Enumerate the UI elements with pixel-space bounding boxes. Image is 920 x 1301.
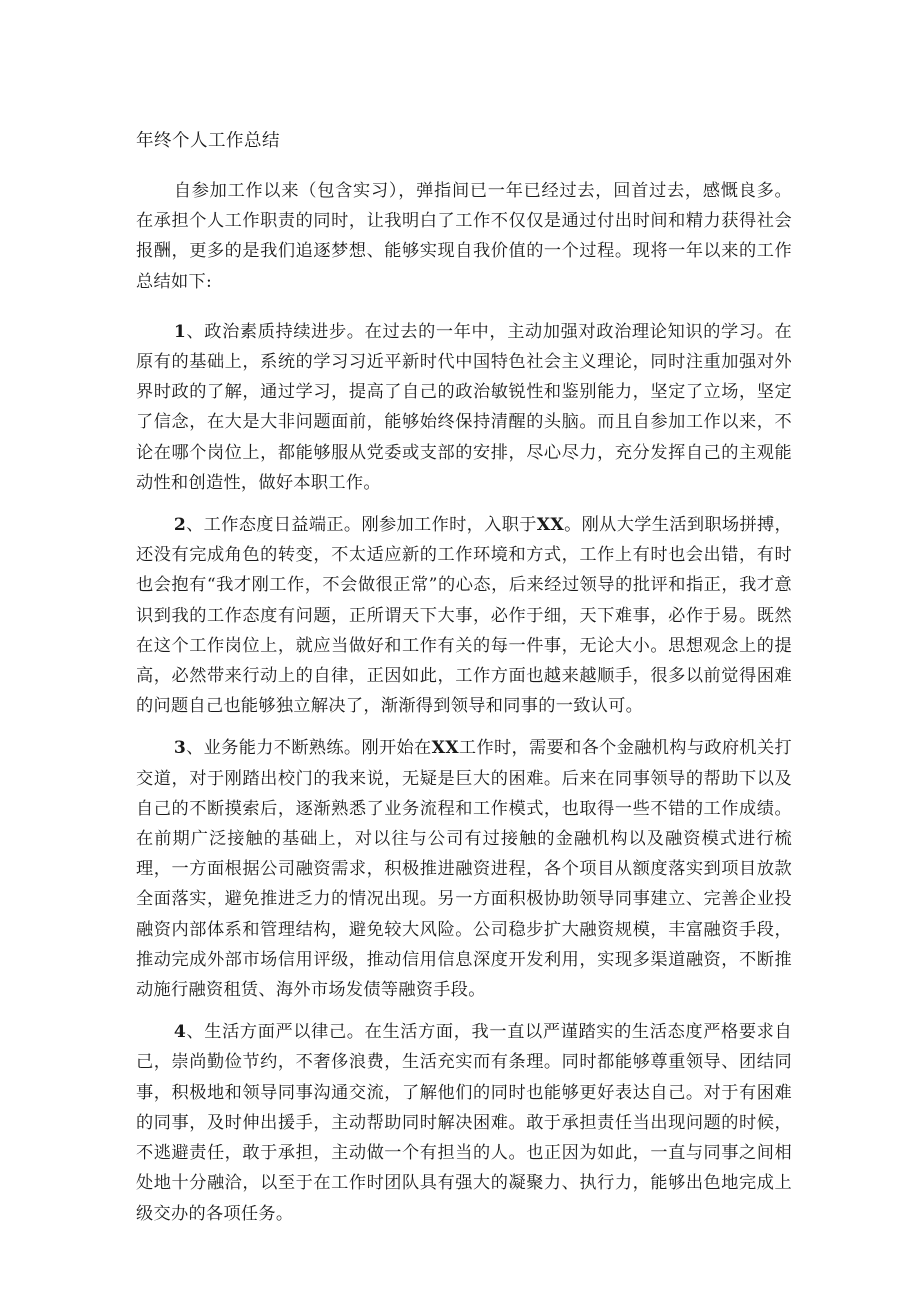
section-separator: 、 bbox=[186, 515, 204, 536]
section-number: 3 bbox=[173, 738, 187, 759]
section-separator: 、 bbox=[186, 1022, 205, 1043]
section-text: 工作态度日益端正。刚参加工作时，入职于XX。刚从大学生活到职场拼搏，还没有完成角色的转变，不太适应新的工作环境和方式，工作上有时也会出错，有时也会抱有“我才刚工作，不会做很正常”的心态，后来经过领导的批评和指正，我才意识到我的工作态度有问题，正所谓天下大事，必作于细，天下难事，必作于易。既然在这个工作岗位上，就应当做好和工作有关的每一件事，无论大小。思想观念上的提高，必然带来行动上的自律，正因如此，工作方面也越来越顺手，很多以前觉得困难的问题自己也能够独立解决了，渐渐得到领导和同事的一致认可。 bbox=[136, 515, 792, 717]
intro-paragraph: 自参加工作以来（包含实习），弹指间已一年已经过去，回首过去，感慨良多。在承担个人工作职责的同时，让我明白了工作不仅仅是通过付出时间和精力获得社会报酬，更多的是我们追逐梦想、能够实现自我价值的一个过程。现将一年以来的工作总结如下: bbox=[136, 181, 792, 292]
section-number: 4 bbox=[173, 1022, 187, 1043]
section-paragraph-2 bbox=[136, 510, 792, 721]
document-page bbox=[136, 126, 792, 1241]
section-paragraph-1 bbox=[136, 317, 792, 498]
section-text: 生活方面严以律己。在生活方面，我一直以严谨踏实的生活态度严格要求自己，崇尚勤俭节约，不奢侈浪费，生活充实而有条理。同时都能够尊重领导、团结同事，积极地和领导同事沟通交流，了解他们的同时也能够更好表达自己。对于有困难的同事，及时伸出援手，主动帮助同时解决困难。敢于承担责任当出现问题的时候，不逃避责任，敢于承担，主动做一个有担当的人。也正因为如此，一直与同事之间相处地十分融洽，以至于在工作时团队具有强大的凝聚力、执行力，能够出色地完成上级交办的各项任务。 bbox=[136, 1022, 792, 1224]
section-number: 2 bbox=[173, 515, 187, 536]
section-separator: 、 bbox=[186, 738, 204, 759]
placeholder-xx: XX bbox=[431, 738, 459, 759]
section-number: 1 bbox=[173, 321, 187, 342]
section-text: 政治素质持续进步。在过去的一年中，主动加强对政治理论知识的学习。在原有的基础上，系统的学习习近平新时代中国特色社会主义理论，同时注重加强对外界时政的了解，通过学习，提高了自己的政治敏锐性和鉴别能力，坚定了立场，坚定了信念，在大是大非问题面前，能够始终保持清醒的头脑。而且自参加工作以来，不论在哪个岗位上，都能够服从党委或支部的安排，尽心尽力，充分发挥自己的主观能动性和创造性，做好本职工作。 bbox=[136, 321, 792, 493]
section-paragraph-3 bbox=[136, 733, 792, 1005]
document-title: 年终个人工作总结 bbox=[136, 131, 280, 151]
placeholder-xx: XX bbox=[536, 515, 565, 536]
section-text: 业务能力不断熟练。刚开始在XX工作时，需要和各个金融机构与政府机关打交道，对于刚踏出校门的我来说，无疑是巨大的困难。后来在同事领导的帮助下以及自己的不断摸索后，逐渐熟悉了业务流程和工作模式，也取得一些不错的工作成绩。在前期广泛接触的基础上，对以往与公司有过接触的金融机构以及融资模式进行梳理，一方面根据公司融资需求，积极推进融资进程，各个项目从额度落实到项目放款全面落实，避免推进乏力的情况出现。另一方面积极协助领导同事建立、完善企业投融资内部体系和管理结构，避免较大风险。公司稳步扩大融资规模，丰富融资手段，推动完成外部市场信用评级，推动信用信息深度开发利用，实现多渠道融资，不断推动施行融资租赁、海外市场发债等融资手段。 bbox=[136, 738, 792, 1001]
section-separator: 、 bbox=[186, 321, 205, 342]
section-paragraph-4 bbox=[136, 1017, 792, 1228]
